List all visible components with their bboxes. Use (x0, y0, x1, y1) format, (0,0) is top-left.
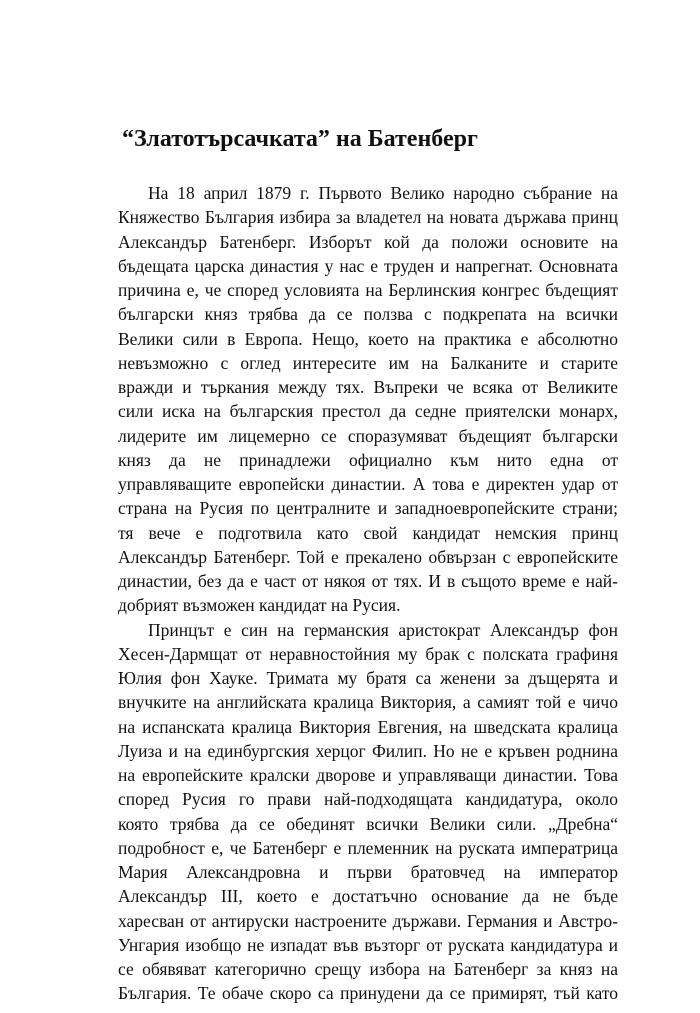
text-line: според Русия го прави най-подходящата кандидатура, около (118, 789, 618, 810)
text-line: български княз трябва да се ползва с подкрепата на всички (118, 304, 618, 325)
text-line: България. Те обаче скоро са принудени да се примирят, тъй като (118, 983, 618, 1004)
text-line: На 18 април 1879 г. Първото Велико народно събрание на (148, 183, 618, 203)
text-line: Александър III, което е достатъчно основание да не бъде (118, 886, 618, 907)
text-line: бъдещата царска династия у нас е труден и напрегнат. Основната (118, 255, 618, 276)
text-line: сили иска на българския престол да седне приятелски монарх, (118, 401, 618, 422)
text-line: Принцът е син на германския аристократ Александър фон (148, 619, 618, 640)
text-line: Юлия фон Хауке. Тримата му братя са женени за дъщерята и (118, 668, 618, 688)
text-line: Унгария изобщо не изпадат във възторг от руската кандидатура и (118, 934, 618, 955)
text-line: която трябва да се обединят всички Велики сили. „Дребна“ (118, 813, 618, 834)
paragraph-1 (118, 181, 618, 618)
text-line: лидерите им лицемерно се споразумяват бъдещият български (118, 425, 618, 446)
text-line: Александър Батенберг. Изборът кой да положи основите на (118, 231, 618, 252)
text-line: Княжество България избира за владетел на новата държава принц (118, 207, 618, 228)
text-line: княз да не принадлежи официално към нито една от (118, 449, 618, 470)
paragraph-2 (118, 618, 618, 1006)
text-line: Александър Батенберг. Той е прекалено обвързан с европейските (118, 546, 618, 567)
text-line: внучките на английската кралица Виктория, а самият той е чичо (118, 692, 618, 713)
text-line: добрият възможен кандидат на Русия. (118, 595, 401, 616)
text-line: се обявяват категорично срещу избора на Батенберг за княз на (118, 959, 618, 979)
text-line: на европейските кралски дворове и управляващи династии. Това (118, 765, 618, 785)
text-line: Мария Александровна и първи братовчед на император (118, 862, 618, 882)
text-line: страна на Русия по централните и западноевропейските страни; (118, 498, 618, 519)
text-line: Велики сили в Европа. Нещо, което на практика е абсолютно (118, 328, 618, 349)
text-line: Луиза и на единбургския херцог Филип. Но не е кръвен роднина (118, 740, 618, 761)
text-line: невъзможно с оглед интересите им на Балканите и старите (118, 352, 618, 373)
text-line: Хесен-Дармщат от неравностойния му брак с полската графиня (118, 643, 618, 664)
text-line: подробност е, че Батенберг е племенник на руската императрица (118, 837, 618, 858)
text-line: тя вече е подготвила като свой кандидат немския принц (118, 522, 618, 543)
text-line: вражди и търкания между тях. Въпреки че всяка от Великите (118, 377, 618, 397)
text-line: на испанската кралица Виктория Евгения, на шведската кралица (118, 716, 618, 737)
body-text (118, 181, 618, 1006)
text-line: причина е, че според условията на Берлинския конгрес бъдещият (118, 280, 618, 300)
chapter-title: “Златотърсачката” на Батенберг (122, 126, 478, 152)
text-line: династии, без да е част от някоя от тях. И в същото време е най- (118, 571, 618, 591)
text-line: управляващите европейски династии. А това е директен удар от (118, 474, 618, 494)
text-line: харесван от антируски настроените държави. Германия и Австро- (118, 910, 618, 931)
